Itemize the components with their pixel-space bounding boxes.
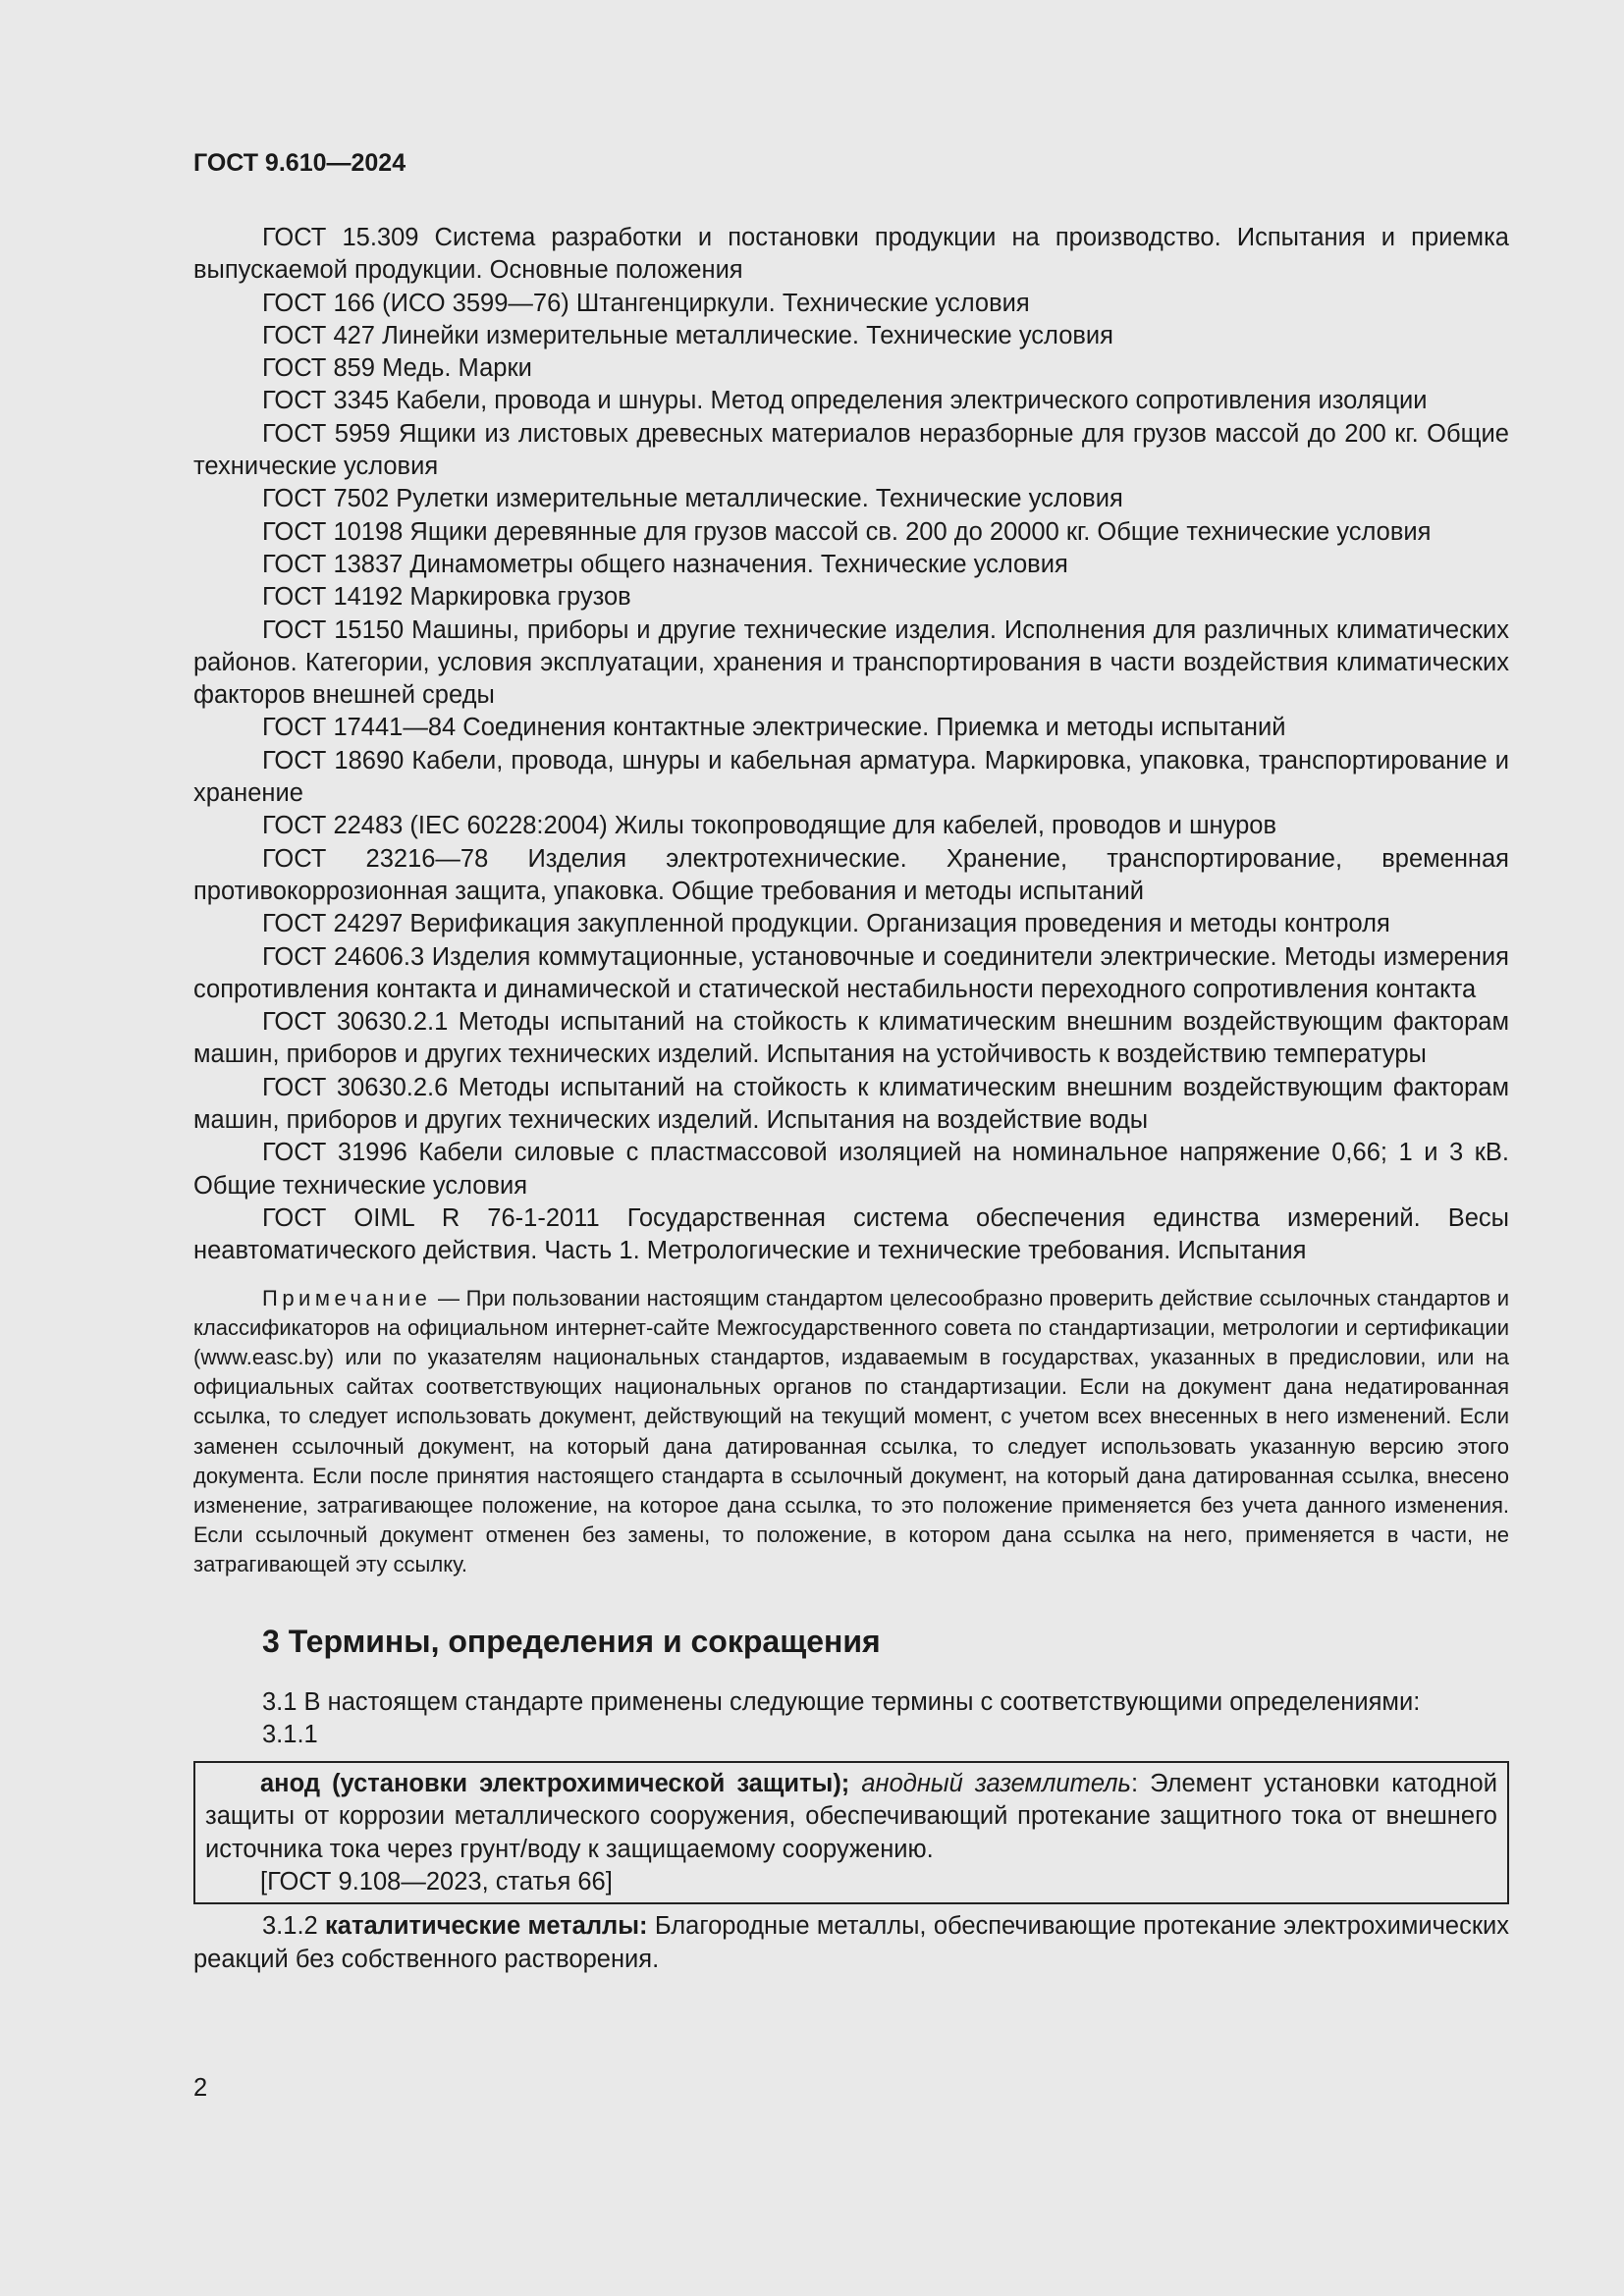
term-name-312: каталитические металлы: — [325, 1912, 648, 1941]
term-name: анод (установки электрохимической защиты); — [260, 1770, 850, 1798]
reference-item: ГОСТ 15.309 Система разработки и постановки продукции на производство. Испытания и приемка выпускаемой продукции. Основные положения — [193, 224, 1509, 285]
note-label: Примечание — [262, 1285, 432, 1310]
section-title: 3 Термины, определения и сокращения — [262, 1623, 881, 1659]
reference-item: ГОСТ 23216—78 Изделия электротехнические. Хранение, транспортирование, временная противокоррозионная защита, упаковка. Общие требования и методы испытаний — [193, 844, 1509, 905]
reference-item: ГОСТ 427 Линейки измерительные металлические. Технические условия — [262, 321, 1113, 349]
note-paragraph — [193, 1284, 1509, 1580]
term-definition-box — [193, 1761, 1509, 1904]
reference-item: ГОСТ OIML R 76-1-2011 Государственная система обеспечения единства измерений. Весы неавтоматического действия. Часть 1. Метрологические и технические требования. Испытания — [193, 1203, 1509, 1265]
item-number-311: 3.1.1 — [262, 1720, 318, 1748]
reference-item: ГОСТ 859 Медь. Марки — [262, 354, 532, 383]
reference-item: ГОСТ 22483 (IEC 60228:2004) Жилы токопроводящие для кабелей, проводов и шнуров — [262, 812, 1276, 840]
reference-item: ГОСТ 14192 Маркировка грузов — [262, 583, 631, 612]
document-page — [193, 147, 1509, 1976]
page-number: 2 — [193, 2074, 208, 2102]
reference-item: ГОСТ 17441—84 Соединения контактные электрические. Приемка и методы испытаний — [262, 714, 1286, 742]
reference-item: ГОСТ 7502 Рулетки измерительные металлические. Технические условия — [262, 485, 1123, 513]
reference-item: ГОСТ 5959 Ящики из листовых древесных материалов неразборные для грузов массой до 200 кг. Общие технические условия — [193, 419, 1509, 481]
reference-item: ГОСТ 30630.2.6 Методы испытаний на стойкость к климатическим внешним воздействующим факторам машин, приборов и других технических изделий. Испытания на воздействие воды — [193, 1073, 1509, 1135]
reference-item: ГОСТ 3345 Кабели, провода и шнуры. Метод определения электрического сопротивления изоляции — [262, 387, 1428, 415]
term-312 — [193, 1910, 1509, 1976]
reference-item: ГОСТ 30630.2.1 Методы испытаний на стойкость к климатическим внешним воздействующим факторам машин, приборов и других технических изделий. Испытания на устойчивость к воздействию температуры — [193, 1008, 1509, 1069]
reference-item: ГОСТ 24297 Верификация закупленной продукции. Организация проведения и методы контроля — [262, 910, 1390, 938]
section-intro: 3.1 В настоящем стандарте применены следующие термины с соответствующими определениями: — [262, 1687, 1421, 1716]
reference-item: ГОСТ 10198 Ящики деревянные для грузов массой св. 200 до 20000 кг. Общие технические условия — [262, 517, 1432, 546]
term-synonym: анодный заземлитель — [861, 1770, 1131, 1798]
reference-item: ГОСТ 15150 Машины, приборы и другие технические изделия. Исполнения для различных климатических районов. Категории, условия эксплуатации, хранения и транспортирования в части воздействия климатических факторов внешней среды — [193, 615, 1509, 710]
item-number-312: 3.1.2 — [262, 1912, 326, 1941]
document-header: ГОСТ 9.610—2024 — [193, 149, 406, 177]
reference-item: ГОСТ 166 (ИСО 3599—76) Штангенциркули. Технические условия — [262, 289, 1030, 317]
reference-item: ГОСТ 31996 Кабели силовые с пластмассовой изоляцией на номинальное напряжение 0,66; 1 и 3 кВ. Общие технические условия — [193, 1139, 1509, 1200]
reference-item: ГОСТ 18690 Кабели, провода, шнуры и кабельная арматура. Маркировка, упаковка, транспортирование и хранение — [193, 746, 1509, 808]
reference-item: ГОСТ 24606.3 Изделия коммутационные, установочные и соединители электрические. Методы измерения сопротивления контакта и динамической и статической нестабильности переходного сопротивления контакта — [193, 942, 1509, 1003]
reference-item: ГОСТ 13837 Динамометры общего назначения. Технические условия — [262, 550, 1068, 578]
note-text: — При пользовании настоящим стандартом целесообразно проверить действие ссылочных стандартов и классификаторов на официальном интернет-сайте Межгосударственного совета по стандартизации, метрологии и сертификации (www.easc.by) или по указателям национальных стандартов, издаваемым в государствах, указанных в предисловии, или на официальных сайтах соответствующих национальных органов по стандартизации. Если на документ дана недатированная ссылка, то следует использовать документ, действующий на текущий момент, с учетом всех внесенных в него изменений. Если заменен ссылочный документ, на который дана датированная ссылка, то следует использовать указанную версию этого документа. Если после принятия настоящего стандарта в ссылочный документ, на который дана датированная ссылка, внесено изменение, затрагивающее положение, на которое дана ссылка, то это положение применяется без учета данного изменения. Если ссылочный документ отменен без замены, то положение, в котором дана ссылка на него, применяется в части, не затрагивающей эту ссылку. — [193, 1285, 1509, 1577]
term-definition — [205, 1768, 1497, 1866]
term-definition-312: Благородные металлы, обеспечивающие протекание электрохимических реакций без собственного растворения. — [193, 1912, 1509, 1973]
normative-references-list — [193, 222, 1509, 1268]
term-definition-text: : Элемент установки катодной защиты от коррозии металлического сооружения, обеспечивающий протекание защитного тока от внешнего источника тока через грунт/воду к защищаемому сооружению. — [205, 1770, 1497, 1863]
term-source: [ГОСТ 9.108—2023, статья 66] — [260, 1868, 613, 1896]
